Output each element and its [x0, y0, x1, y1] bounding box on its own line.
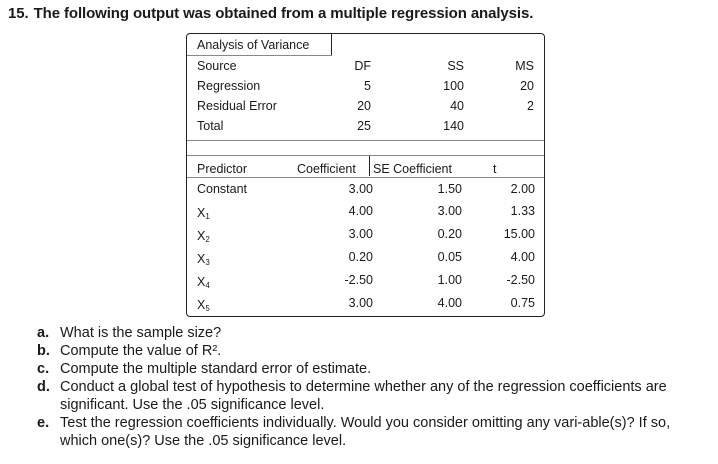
- part-d-text: Conduct a global test of hypothesis to determine whether any of the regression coefficients are significant. Use the .05 significance level.: [60, 379, 667, 413]
- anova-row-residual-ss: 40: [450, 99, 464, 113]
- question-parts: [37, 324, 707, 450]
- part-b-text: Compute the value of R².: [60, 343, 222, 359]
- anova-row-regression-ms: 20: [520, 79, 534, 93]
- coef-header-predictor: Predictor: [197, 162, 248, 176]
- coef-row-x2-coefficient: 3.00: [348, 227, 373, 241]
- coef-row-x2-predictor: $X_2$: [197, 229, 210, 244]
- coef-row-x1-t: 1.33: [510, 204, 535, 218]
- coef-row-constant-coefficient: 3.00: [348, 182, 373, 196]
- anova-title: Analysis of Variance: [197, 38, 310, 52]
- coef-row-x5-se: 4.00: [437, 296, 462, 310]
- coef-row-x4-se: 1.00: [437, 273, 462, 287]
- anova-row-total-df: 25: [357, 119, 371, 133]
- anova-header-ss: SS: [447, 59, 464, 73]
- coef-row-x3-predictor: $X_3$: [197, 252, 210, 267]
- part-e-label: e.: [37, 415, 50, 431]
- anova-title-underline: [187, 55, 332, 56]
- regression-output-table: [186, 33, 545, 317]
- coef-header-t: t: [493, 162, 497, 176]
- anova-title-divider: [331, 34, 332, 55]
- coef-header-divider: [369, 156, 370, 176]
- coef-header-coefficient: Coefficient: [297, 162, 356, 176]
- coef-row-x5-coefficient: 3.00: [348, 296, 373, 310]
- coef-row-constant-se: 1.50: [437, 182, 462, 196]
- coef-header-se: SE Coefficient: [373, 162, 452, 176]
- coef-row-x2-se: 0.20: [437, 227, 462, 241]
- anova-header-df: DF: [354, 59, 371, 73]
- anova-row-regression-df: 5: [364, 79, 371, 93]
- question-part-e: [37, 414, 707, 450]
- question-part-b: [37, 342, 707, 360]
- coef-row-x3-t: 4.00: [510, 250, 535, 264]
- section-divider-top: [187, 140, 544, 141]
- question-part-a: [37, 324, 707, 342]
- anova-row-total-source: Total: [197, 119, 224, 133]
- part-c-text: Compute the multiple standard error of estimate.: [60, 361, 372, 377]
- part-d-label: d.: [37, 379, 50, 395]
- coef-row-x1-predictor: $X_1$: [197, 206, 210, 221]
- part-c-label: c.: [37, 361, 50, 377]
- anova-row-residual-df: 20: [357, 99, 371, 113]
- coef-row-x5-t: 0.75: [510, 296, 535, 310]
- coef-row-x5-predictor: $X_5$: [197, 298, 210, 313]
- coef-row-x3-coefficient: 0.20: [348, 250, 373, 264]
- anova-row-regression-ss: 100: [443, 79, 464, 93]
- question-part-c: [37, 360, 707, 378]
- coef-row-x4-coefficient: -2.50: [344, 273, 373, 287]
- coef-row-x1-se: 3.00: [437, 204, 462, 218]
- anova-row-residual-source: Residual Error: [197, 99, 277, 113]
- coef-row-x4-predictor: $X_4$: [197, 275, 210, 290]
- part-a-text: What is the sample size?: [60, 325, 222, 341]
- anova-row-residual-ms: 2: [527, 99, 534, 113]
- part-a-label: a.: [37, 325, 50, 341]
- anova-header-source: Source: [197, 59, 237, 73]
- anova-row-total-ss: 140: [443, 119, 464, 133]
- coef-header-underline: [187, 177, 544, 178]
- coef-row-x4-t: -2.50: [506, 273, 535, 287]
- part-b-label: b.: [37, 343, 50, 359]
- coef-row-constant-t: 2.00: [510, 182, 535, 196]
- coef-row-x3-se: 0.05: [437, 250, 462, 264]
- coef-row-x1-coefficient: 4.00: [348, 204, 373, 218]
- question-text: The following output was obtained from a multiple regression analysis.: [33, 5, 534, 22]
- coef-row-constant-predictor: Constant: [197, 182, 248, 196]
- coef-row-x2-t: 15.00: [503, 227, 535, 241]
- part-e-text: Test the regression coefficients individually. Would you consider omitting any vari-able(s)? If so, which one(s)? Use the .05 significance level.: [60, 415, 671, 449]
- question-heading: [8, 5, 533, 22]
- question-number: 15.: [8, 5, 29, 22]
- anova-row-regression-source: Regression: [197, 79, 261, 93]
- section-divider-bottom: [187, 155, 544, 156]
- question-part-d: [37, 378, 707, 414]
- anova-header-ms: MS: [515, 59, 534, 73]
